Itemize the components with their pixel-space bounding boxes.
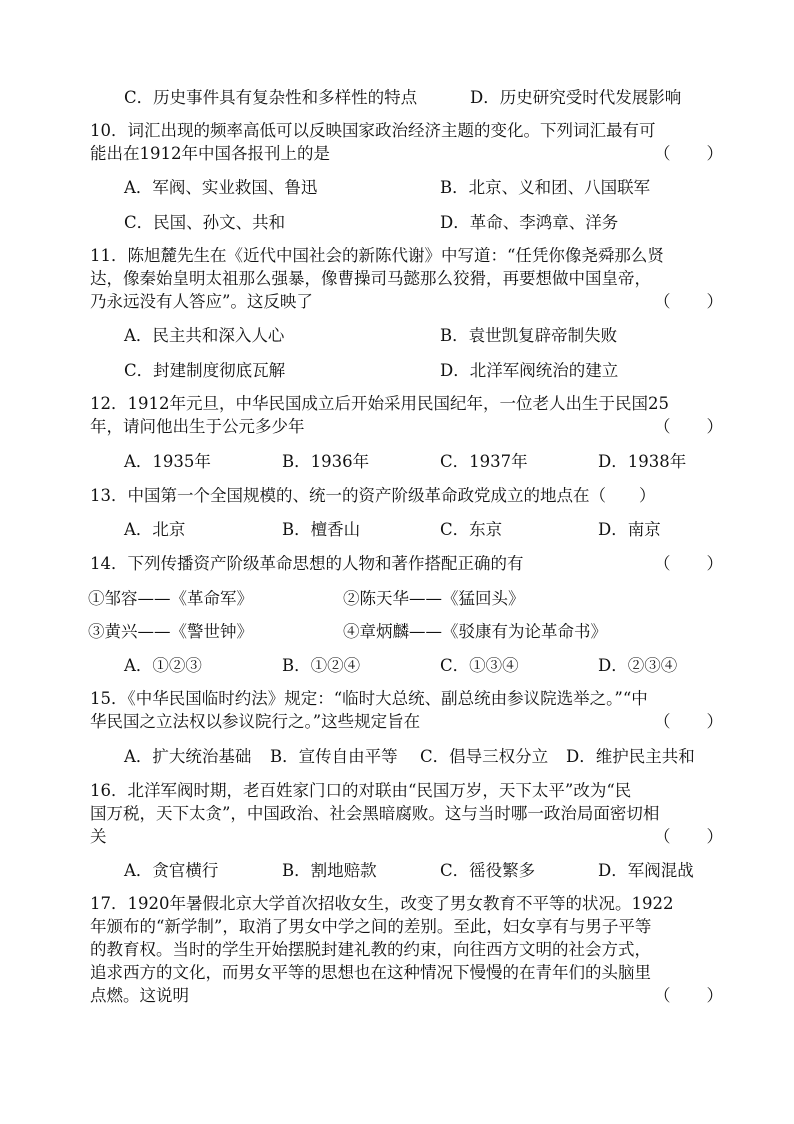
q10-option-d[interactable]: D．革命、李鸿章、洋务	[440, 213, 619, 232]
q16-option-c[interactable]: C．徭役繁多	[440, 861, 536, 880]
q14-option-d[interactable]: D．②③④	[598, 656, 678, 675]
q11-option-c[interactable]: C．封建制度彻底瓦解	[124, 361, 286, 380]
q15-answer-blank[interactable]: （ ）	[654, 712, 724, 731]
q15-option-c[interactable]: C．倡导三权分立	[420, 747, 549, 766]
q12-option-c[interactable]: C．1937年	[440, 452, 528, 471]
q13-option-d[interactable]: D．南京	[598, 520, 661, 539]
q12-stem-line: 12．1912年元旦，中华民国成立后开始采用民国纪年，一位老人出生于民国25	[90, 394, 669, 413]
q11-option-a[interactable]: A．民主共和深入人心	[124, 326, 285, 345]
q15-option-a[interactable]: A．扩大统治基础	[124, 747, 252, 766]
q10-stem-line: 能出在1912年中国各报刊上的是	[90, 144, 330, 163]
q9-option-c[interactable]: C．历史事件具有复杂性和多样性的特点	[124, 88, 418, 107]
q16-stem-line: 关	[90, 827, 107, 846]
q11-option-d[interactable]: D．北洋军阀统治的建立	[440, 361, 619, 380]
q12-stem-line: 年，请问他出生于公元多少年	[90, 417, 305, 436]
q14-option-b[interactable]: B．①②④	[282, 656, 361, 675]
q12-option-b[interactable]: B．1936年	[282, 452, 370, 471]
q15-option-d[interactable]: D．维护民主共和	[566, 747, 695, 766]
q10-answer-blank[interactable]: （ ）	[654, 144, 724, 163]
q13-option-b[interactable]: B．檀香山	[282, 520, 361, 539]
q14-item-3: ③黄兴——《警世钟》	[88, 622, 253, 641]
q10-option-c[interactable]: C．民国、孙文、共和	[124, 213, 286, 232]
q14-item-2: ②陈天华——《猛回头》	[343, 589, 525, 608]
q11-answer-blank[interactable]: （ ）	[654, 292, 724, 311]
q11-stem-line: 乃永远没有人答应”。这反映了	[90, 292, 313, 311]
q10-stem-line: 10．词汇出现的频率高低可以反映国家政治经济主题的变化。下列词汇最有可	[90, 121, 656, 140]
q13-stem-line: 13．中国第一个全国规模的、统一的资产阶级革命政党成立的地点在（ ）	[90, 486, 656, 505]
q17-stem-line: 年颁布的“新学制”，取消了男女中学之间的差别。至此，妇女享有与男子平等	[90, 917, 652, 936]
q11-option-b[interactable]: B．袁世凯复辟帝制失败	[440, 326, 618, 345]
q14-option-c[interactable]: C．①③④	[440, 656, 519, 675]
q13-option-a[interactable]: A．北京	[124, 520, 186, 539]
q16-stem-line: 16．北洋军阀时期，老百姓家门口的对联由“民国万岁，天下太平”改为“民	[90, 781, 632, 800]
q15-option-b[interactable]: B．宣传自由平等	[270, 747, 398, 766]
q14-option-a[interactable]: A．①②③	[124, 656, 202, 675]
q12-option-d[interactable]: D．1938年	[598, 452, 687, 471]
q13-option-c[interactable]: C．东京	[440, 520, 503, 539]
q16-stem-line: 国万税，天下太贪”，中国政治、社会黑暗腐败。这与当时哪一政治局面密切相	[90, 804, 660, 823]
q14-item-1: ①邹容——《革命军》	[88, 589, 253, 608]
q10-option-b[interactable]: B．北京、义和团、八国联军	[440, 178, 651, 197]
q16-answer-blank[interactable]: （ ）	[654, 827, 724, 846]
q10-option-a[interactable]: A．军阀、实业救国、鲁迅	[124, 178, 318, 197]
q11-stem-line: 11．陈旭麓先生在《近代中国社会的新陈代谢》中写道：“任凭你像尧舜那么贤	[90, 246, 664, 265]
q15-stem-line: 华民国之立法权以参议院行之。”这些规定旨在	[90, 712, 421, 731]
q17-stem-line: 追求西方的文化，而男女平等的思想也在这种情况下慢慢的在青年们的头脑里	[90, 963, 651, 982]
q16-option-b[interactable]: B．割地赔款	[282, 861, 377, 880]
q11-stem-line: 达，像秦始皇明太祖那么强暴，像曹操司马懿那么狡猾，再要想做中国皇帝，	[90, 269, 651, 288]
q14-stem-line: 14．下列传播资产阶级革命思想的人物和著作搭配正确的有	[90, 554, 524, 573]
q9-option-d[interactable]: D．历史研究受时代发展影响	[470, 88, 682, 107]
q17-answer-blank[interactable]: （ ）	[654, 986, 724, 1005]
q14-item-4: ④章炳麟——《驳康有为论革命书》	[343, 622, 607, 641]
q17-stem-line: 17．1920年暑假北京大学首次招收女生，改变了男女教育不平等的状况。1922	[90, 894, 674, 913]
q16-option-a[interactable]: A．贪官横行	[124, 861, 219, 880]
q12-option-a[interactable]: A．1935年	[124, 452, 211, 471]
q16-option-d[interactable]: D．军阀混战	[598, 861, 694, 880]
q12-answer-blank[interactable]: （ ）	[654, 417, 724, 436]
q14-answer-blank[interactable]: （ ）	[654, 554, 724, 573]
q17-stem-line: 的教育权。当时的学生开始摆脱封建礼教的约束，向往西方文明的社会方式，	[90, 940, 651, 959]
q17-stem-line: 点燃。这说明	[90, 986, 189, 1005]
q15-stem-line: 15．《中华民国临时约法》规定：“临时大总统、副总统由参议院选举之。”“中	[90, 689, 648, 708]
